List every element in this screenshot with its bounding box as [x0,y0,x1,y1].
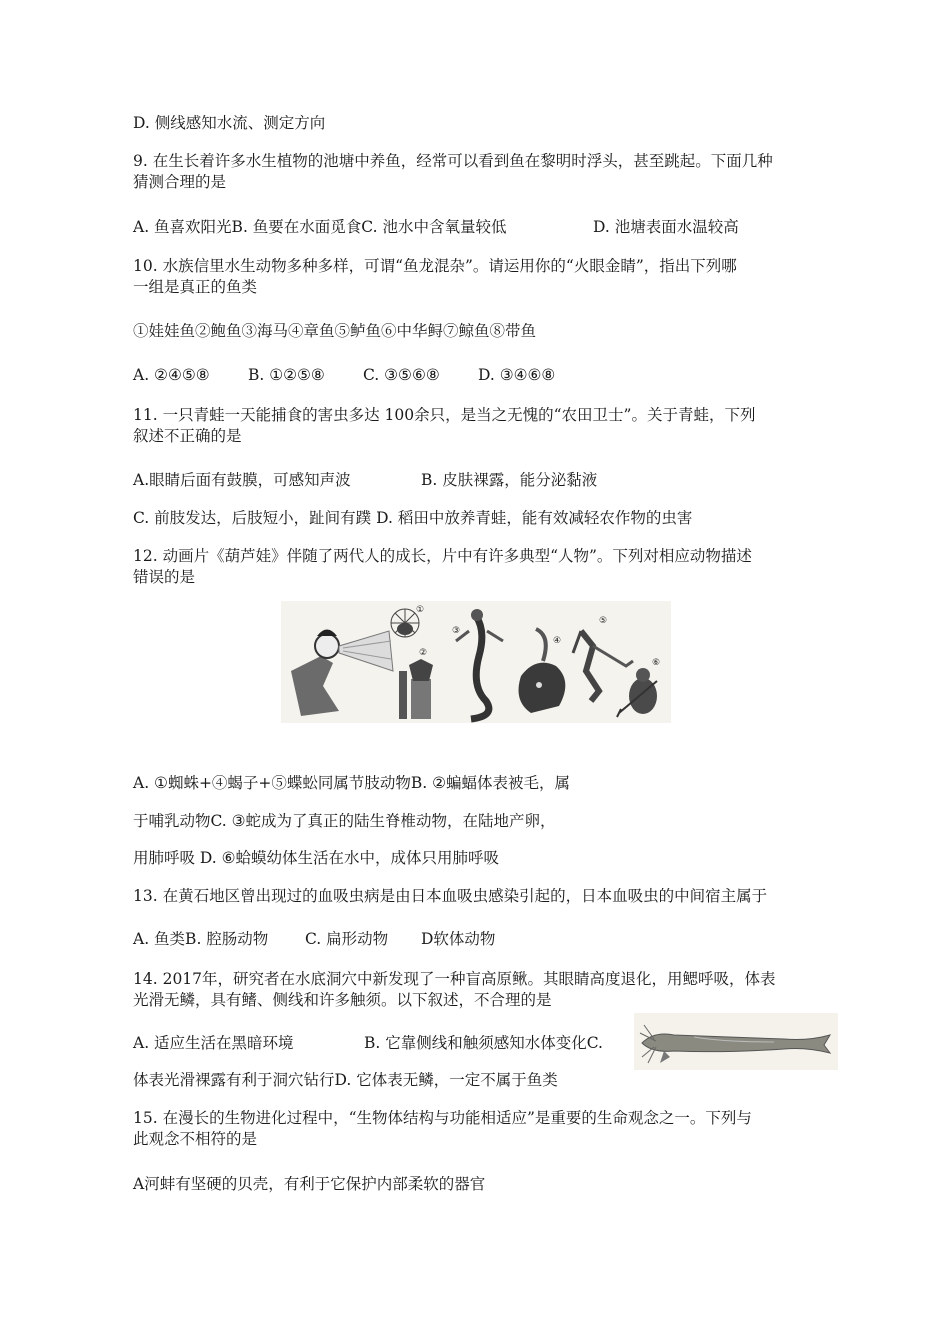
q12-stem-cont: 错误的是 [133,568,196,586]
calabash-boy-figure [291,630,393,717]
bat-figure-2 [399,648,433,719]
q12-option-a: A. ①蜘蛛+④蝎子+⑤蝶蚣同属节肢动物B. ②蝙蝠体表被毛，属 [133,774,571,792]
label-1: ① [416,605,425,615]
q8-option-d: D. 侧线感知水流、测定方向 [133,114,326,132]
label-2: ② [419,648,428,658]
q14-option-a: A. 适应生活在黑暗环境 [133,1034,294,1052]
q15-stem-cont: 此观念不相符的是 [133,1130,258,1148]
calabash-brothers-figure [281,601,671,723]
q14-options-cd: 体表光滑裸露有利于洞穴钻行D. 它体表无鳞，一定不属于鱼类 [133,1071,558,1089]
q10-option-c: C. ③⑤⑥⑧ [363,366,440,384]
centipede-figure-5 [573,616,633,701]
q11-options-cd: C. 前肢发达，后肢短小，趾间有蹼 D. 稻田中放养青蛙，能有效减轻农作物的虫害 [133,509,693,527]
q10-option-b: B. ①②⑤⑧ [248,366,325,384]
q13-option-d: D软体动物 [421,930,496,948]
scorpion-figure-4 [519,629,566,713]
q14-option-b: B. 它靠侧线和触须感知水体变化C. [364,1034,603,1052]
q9-options-abc: A. 鱼喜欢阳光B. 鱼要在水面觅食C. 池水中含氧量较低 [133,218,507,236]
q10-list: ①娃娃鱼②鲍鱼③海马④章鱼⑤鲈鱼⑥中华鲟⑦鲸鱼⑧带鱼 [133,322,537,340]
q11-stem-cont: 叙述不正确的是 [133,427,242,445]
label-4: ④ [553,636,562,646]
label-5: ⑤ [599,616,608,626]
q12-stem: 12. 动画片《葫芦娃》伴随了两代人的成长，片中有许多典型“人物”。下列对相应动物描述 [133,547,752,565]
q13-option-ab: A. 鱼类B. 腔肠动物 [133,930,269,948]
q13-option-c: C. 扁形动物 [305,930,389,948]
q12-option-b-cont: 于哺乳动物C. ③蛇成为了真正的陆生脊椎动物，在陆地产卵， [133,812,556,830]
q12-option-cd: 用肺呼吸 D. ⑥蛤蟆幼体生活在水中，成体只用肺呼吸 [133,849,500,867]
q11-option-b: B. 皮肤裸露，能分泌黏液 [421,471,598,489]
q11-stem: 11. 一只青蛙一天能捕食的害虫多达 100余只，是当之无愧的“农田卫士”。关于青蛙，下列 [133,406,756,424]
q15-stem: 15. 在漫长的生物进化过程中，“生物体结构与功能相适应”是重要的生命观念之一。下列与 [133,1109,752,1127]
toad-figure-6 [617,658,660,717]
q13-stem: 13. 在黄石地区曾出现过的血吸虫病是由日本血吸虫感染引起的，日本血吸虫的中间宿主属于 [133,887,768,905]
q10-option-a: A. ②④⑤⑧ [133,366,210,384]
q10-option-d: D. ③④⑥⑧ [478,366,556,384]
q11-option-a: A.眼睛后面有鼓膜，可感知声波 [133,471,351,489]
q9-stem: 9. 在生长着许多水生植物的池塘中养鱼，经常可以看到鱼在黎明时浮头，甚至跳起。下面几种 [133,152,773,170]
label-6: ⑥ [652,658,661,668]
q14-stem-cont: 光滑无鳞，具有鳍、侧线和许多触须。以下叙述，不合理的是 [133,991,552,1009]
q10-stem: 10. 水族信里水生动物多种多样，可谓“鱼龙混杂”。请运用你的“火眼金睛”，指出下列哪 [133,257,737,275]
snake-figure-3 [452,609,503,719]
q10-stem-cont: 一组是真正的鱼类 [133,278,258,296]
q15-option-a: A河蚌有坚硬的贝壳，有利于它保护内部柔软的器官 [133,1175,486,1193]
q9-option-d: D. 池塘表面水温较高 [593,218,739,236]
label-3: ③ [452,626,461,636]
spider-figure-1 [391,605,424,637]
q9-stem-cont: 猜测合理的是 [133,173,227,191]
cave-loach-figure [634,1013,838,1070]
q14-stem: 14. 2017年，研究者在水底洞穴中新发现了一种盲高原鳅。其眼睛高度退化，用鳃呼吸，体表 [133,970,776,988]
